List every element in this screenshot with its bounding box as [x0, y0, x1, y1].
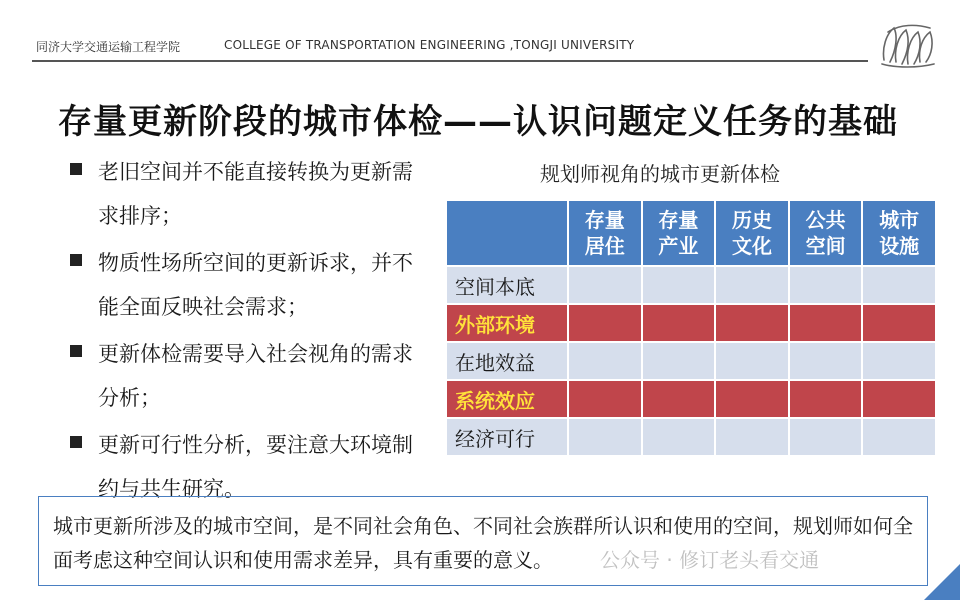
checkup-table [445, 199, 937, 457]
table-caption: 规划师视角的城市更新体检 [540, 162, 780, 186]
page-title: 存量更新阶段的城市体检——认识问题定义任务的基础 [58, 102, 898, 142]
bullet-item [70, 332, 430, 420]
table-header-row [447, 201, 935, 265]
bullet-text: 物质性场所空间的更新诉求，并不能全面反映社会需求； [98, 251, 413, 319]
bullet-square-icon [70, 163, 82, 175]
table-cell [569, 419, 641, 455]
table-corner-cell [447, 201, 567, 265]
bullet-text: 更新可行性分析，要注意大环境制约与共生研究。 [98, 433, 413, 501]
table-cell [643, 267, 715, 303]
column-header: 城市 设施 [863, 201, 935, 265]
table-cell [863, 381, 935, 417]
column-header: 公共 空间 [790, 201, 862, 265]
table-cell [643, 305, 715, 341]
table-row-highlighted [447, 381, 935, 417]
university-seal-icon [876, 20, 940, 72]
table-row-highlighted [447, 305, 935, 341]
bullet-square-icon [70, 345, 82, 357]
bullet-square-icon [70, 436, 82, 448]
table-cell [569, 343, 641, 379]
table-cell [569, 381, 641, 417]
table-cell [643, 381, 715, 417]
table-cell [863, 343, 935, 379]
row-label: 系统效应 [447, 381, 567, 417]
row-label: 在地效益 [447, 343, 567, 379]
table-cell [716, 305, 788, 341]
table-row [447, 267, 935, 303]
bullet-text: 更新体检需要导入社会视角的需求分析； [98, 342, 413, 410]
header-divider [32, 60, 868, 62]
row-label: 外部环境 [447, 305, 567, 341]
table-cell [863, 419, 935, 455]
bullet-item [70, 241, 430, 329]
watermark: 公众号 · 修订老头看交通 [600, 548, 820, 572]
table-cell [863, 305, 935, 341]
table-cell [790, 343, 862, 379]
table-row [447, 419, 935, 455]
table-cell [569, 267, 641, 303]
table-cell [569, 305, 641, 341]
table-row [447, 343, 935, 379]
column-header: 存量 居住 [569, 201, 641, 265]
school-name-cn: 同济大学交通运输工程学院 [36, 40, 181, 54]
column-header: 存量 产业 [643, 201, 715, 265]
corner-decoration [924, 564, 960, 600]
table-cell [716, 419, 788, 455]
column-header: 历史 文化 [716, 201, 788, 265]
bullet-square-icon [70, 254, 82, 266]
row-label: 经济可行 [447, 419, 567, 455]
table-cell [790, 419, 862, 455]
table-cell [716, 381, 788, 417]
school-name-en: COLLEGE OF TRANSPORTATION ENGINEERING ,TONGJI UNIVERSITY [224, 38, 635, 52]
table-cell [643, 343, 715, 379]
table-cell [863, 267, 935, 303]
table-cell [790, 381, 862, 417]
row-label: 空间本底 [447, 267, 567, 303]
bullet-text: 老旧空间并不能直接转换为更新需求排序； [98, 160, 413, 228]
table-cell [643, 419, 715, 455]
table-cell [716, 343, 788, 379]
page-header [32, 38, 868, 58]
bullet-list [70, 150, 430, 514]
bullet-item [70, 150, 430, 238]
summary-note-box: 城市更新所涉及的城市空间，是不同社会角色、不同社会族群所认识和使用的空间，规划师如何全面考虑这种空间认识和使用需求差异，具有重要的意义。 [38, 496, 928, 586]
table-cell [790, 305, 862, 341]
table-cell [790, 267, 862, 303]
table-cell [716, 267, 788, 303]
